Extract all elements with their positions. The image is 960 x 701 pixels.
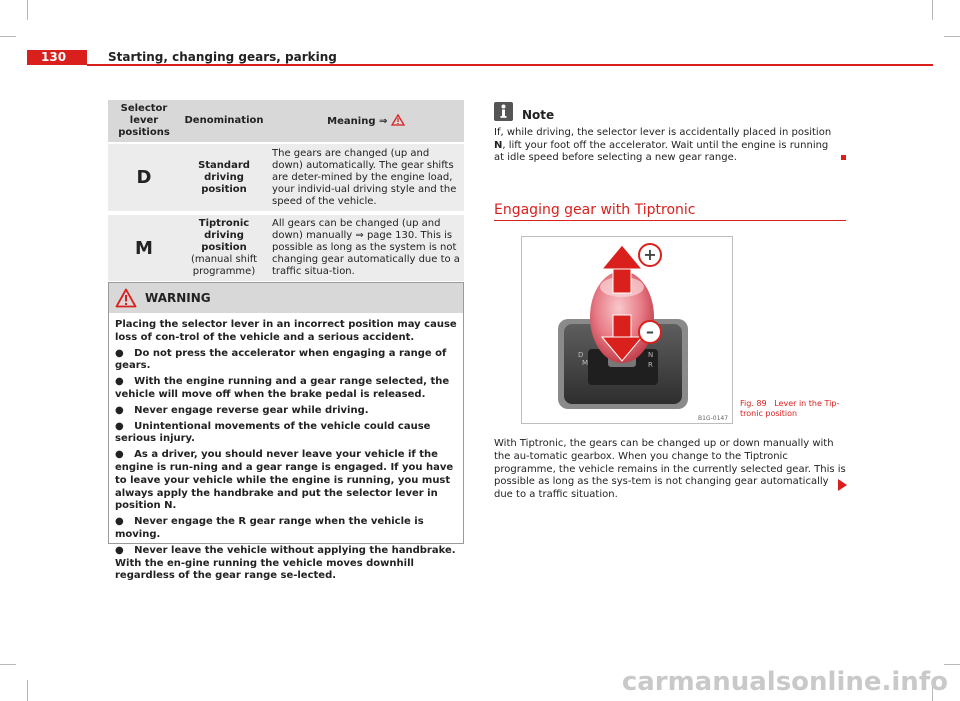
warning-item-text: With the engine running and a gear range selected, the vehicle will move off when the brake pedal is released. <box>115 376 450 400</box>
warning-item-text: Never engage the R gear range when the vehicle is moving. <box>115 516 424 540</box>
denomination-bold: Tiptronic driving position <box>198 218 250 253</box>
crop-mark <box>0 36 16 37</box>
warning-triangle-icon <box>391 114 405 126</box>
note-text-part: , lift your foot off the accelerator. Wait until the engine is running at idle speed before selecting a new gear range. <box>494 139 829 164</box>
note-label: Note <box>522 108 555 122</box>
warning-item-text: Unintentional movements of the vehicle could cause serious injury. <box>115 420 431 445</box>
column-header <box>180 100 268 143</box>
figure-tiptronic <box>521 236 733 424</box>
warning-label: WARNING <box>145 291 211 305</box>
continue-arrow-icon <box>838 479 847 491</box>
note-text <box>494 127 840 165</box>
warning-box <box>108 282 464 582</box>
warning-item-text: Never engage reverse gear while driving. <box>134 404 369 416</box>
body-paragraph: With Tiptronic, the gears can be changed up or down manually with the au-tomatic gearbox. When you change to the Tiptronic programme, the vehicle remains in the currently selected gear. This is possible as long as the sys-tem is not changing gear automatically due to a traffic situation. <box>494 438 846 501</box>
svg-text:R: R <box>648 361 653 369</box>
crop-mark <box>27 0 28 20</box>
selector-table <box>108 100 464 285</box>
header-denomination: Denomination <box>184 115 264 126</box>
list-item: ● As a driver, you should never leave your vehicle if the engine is run-ning and a gear range is engaged. If you have to leave your vehicle while the engine is running, you must always apply the handbrake and put the selector lever in position N. <box>115 449 454 512</box>
list-item: ● Do not press the accelerator when engaging a range of gears. <box>115 347 447 372</box>
minus-label: – <box>646 322 654 341</box>
list-item: ● Never leave the vehicle without applying the handbrake. With the en-gine running the vehicle moves downhill regardless of the gear range se-lected. <box>115 544 456 582</box>
header-positions: Selector lever positions <box>118 103 170 138</box>
page-title: Starting, changing gears, parking <box>108 50 337 64</box>
warning-item-text: Do not press the accelerator when engaging a range of gears. <box>115 347 447 372</box>
header-meaning: Meaning ⇒ <box>327 116 388 127</box>
warning-body <box>109 313 463 583</box>
page-number: 130 <box>27 50 87 65</box>
lever-symbol-m: M <box>108 213 180 283</box>
list-item: ● Never engage the R gear range when the vehicle is moving. <box>115 516 424 540</box>
crop-mark <box>0 664 16 665</box>
warning-header <box>109 283 463 313</box>
note-text-part: If, while driving, the selector lever is accidentally placed in position <box>494 127 832 138</box>
denomination-rest: (manual shift programme) <box>190 254 258 277</box>
section-end-mark <box>841 155 846 160</box>
table-row <box>108 143 464 213</box>
denomination-cell: Standard driving position <box>180 143 268 213</box>
list-item: ● Unintentional movements of the vehicle could cause serious injury. <box>115 420 431 445</box>
svg-text:N: N <box>648 351 654 359</box>
figure-caption-number: Fig. 89 <box>740 399 767 408</box>
column-header <box>268 100 464 143</box>
watermark: carmanualsonline.info <box>621 667 948 697</box>
svg-text:M: M <box>582 359 589 367</box>
note-text-bold: N <box>494 139 503 151</box>
warning-intro: Placing the selector lever in an incorrect position may cause loss of con-trol of the vehicle and a serious accident. <box>115 319 457 343</box>
table-header-row <box>108 100 464 143</box>
crop-mark <box>944 36 960 37</box>
svg-text:D: D <box>578 351 584 359</box>
plus-label: + <box>643 245 657 264</box>
info-icon <box>494 102 513 121</box>
column-header <box>108 100 180 143</box>
meaning-cell: The gears are changed (up and down) automatically. The gear shifts are deter-mined by the engine load, your individ-ual driving style and the speed of the vehicle. <box>268 143 464 213</box>
meaning-cell: All gears can be changed (up and down) manually ⇒ page 130. This is possible as long as the system is not changing gear automatically due to a traffic situa-tion. <box>268 213 464 283</box>
warning-item-text: As a driver, you should never leave your vehicle if the engine is run-ning and a gear range is engaged. If you have to leave your vehicle while the engine is running, you must always apply the handbrake and put the selector lever in position N. <box>115 449 454 512</box>
figure-caption <box>740 399 845 419</box>
section-rule <box>494 220 846 221</box>
figure-code: B1G-0147 <box>698 415 729 422</box>
list-item: ● With the engine running and a gear range selected, the vehicle will move off when the brake pedal is released. <box>115 376 450 400</box>
gear-lever-illustration <box>522 237 733 424</box>
section-title: Engaging gear with Tiptronic <box>494 202 696 218</box>
note-icon <box>494 102 513 121</box>
table-row <box>108 213 464 283</box>
lever-symbol-d: D <box>108 143 180 213</box>
list-item: ● Never engage reverse gear while driving. <box>115 404 369 416</box>
crop-mark <box>932 0 933 20</box>
warning-triangle-icon <box>115 288 137 308</box>
crop-mark <box>944 664 960 665</box>
denomination-cell <box>180 213 268 283</box>
warning-item-text: Never leave the vehicle without applying the handbrake. With the en-gine running the vehicle moves downhill regardless of the gear range se-lected. <box>115 544 456 582</box>
crop-mark <box>27 680 28 701</box>
figure-caption-text: Lever in the Tip-tronic position <box>740 399 840 418</box>
